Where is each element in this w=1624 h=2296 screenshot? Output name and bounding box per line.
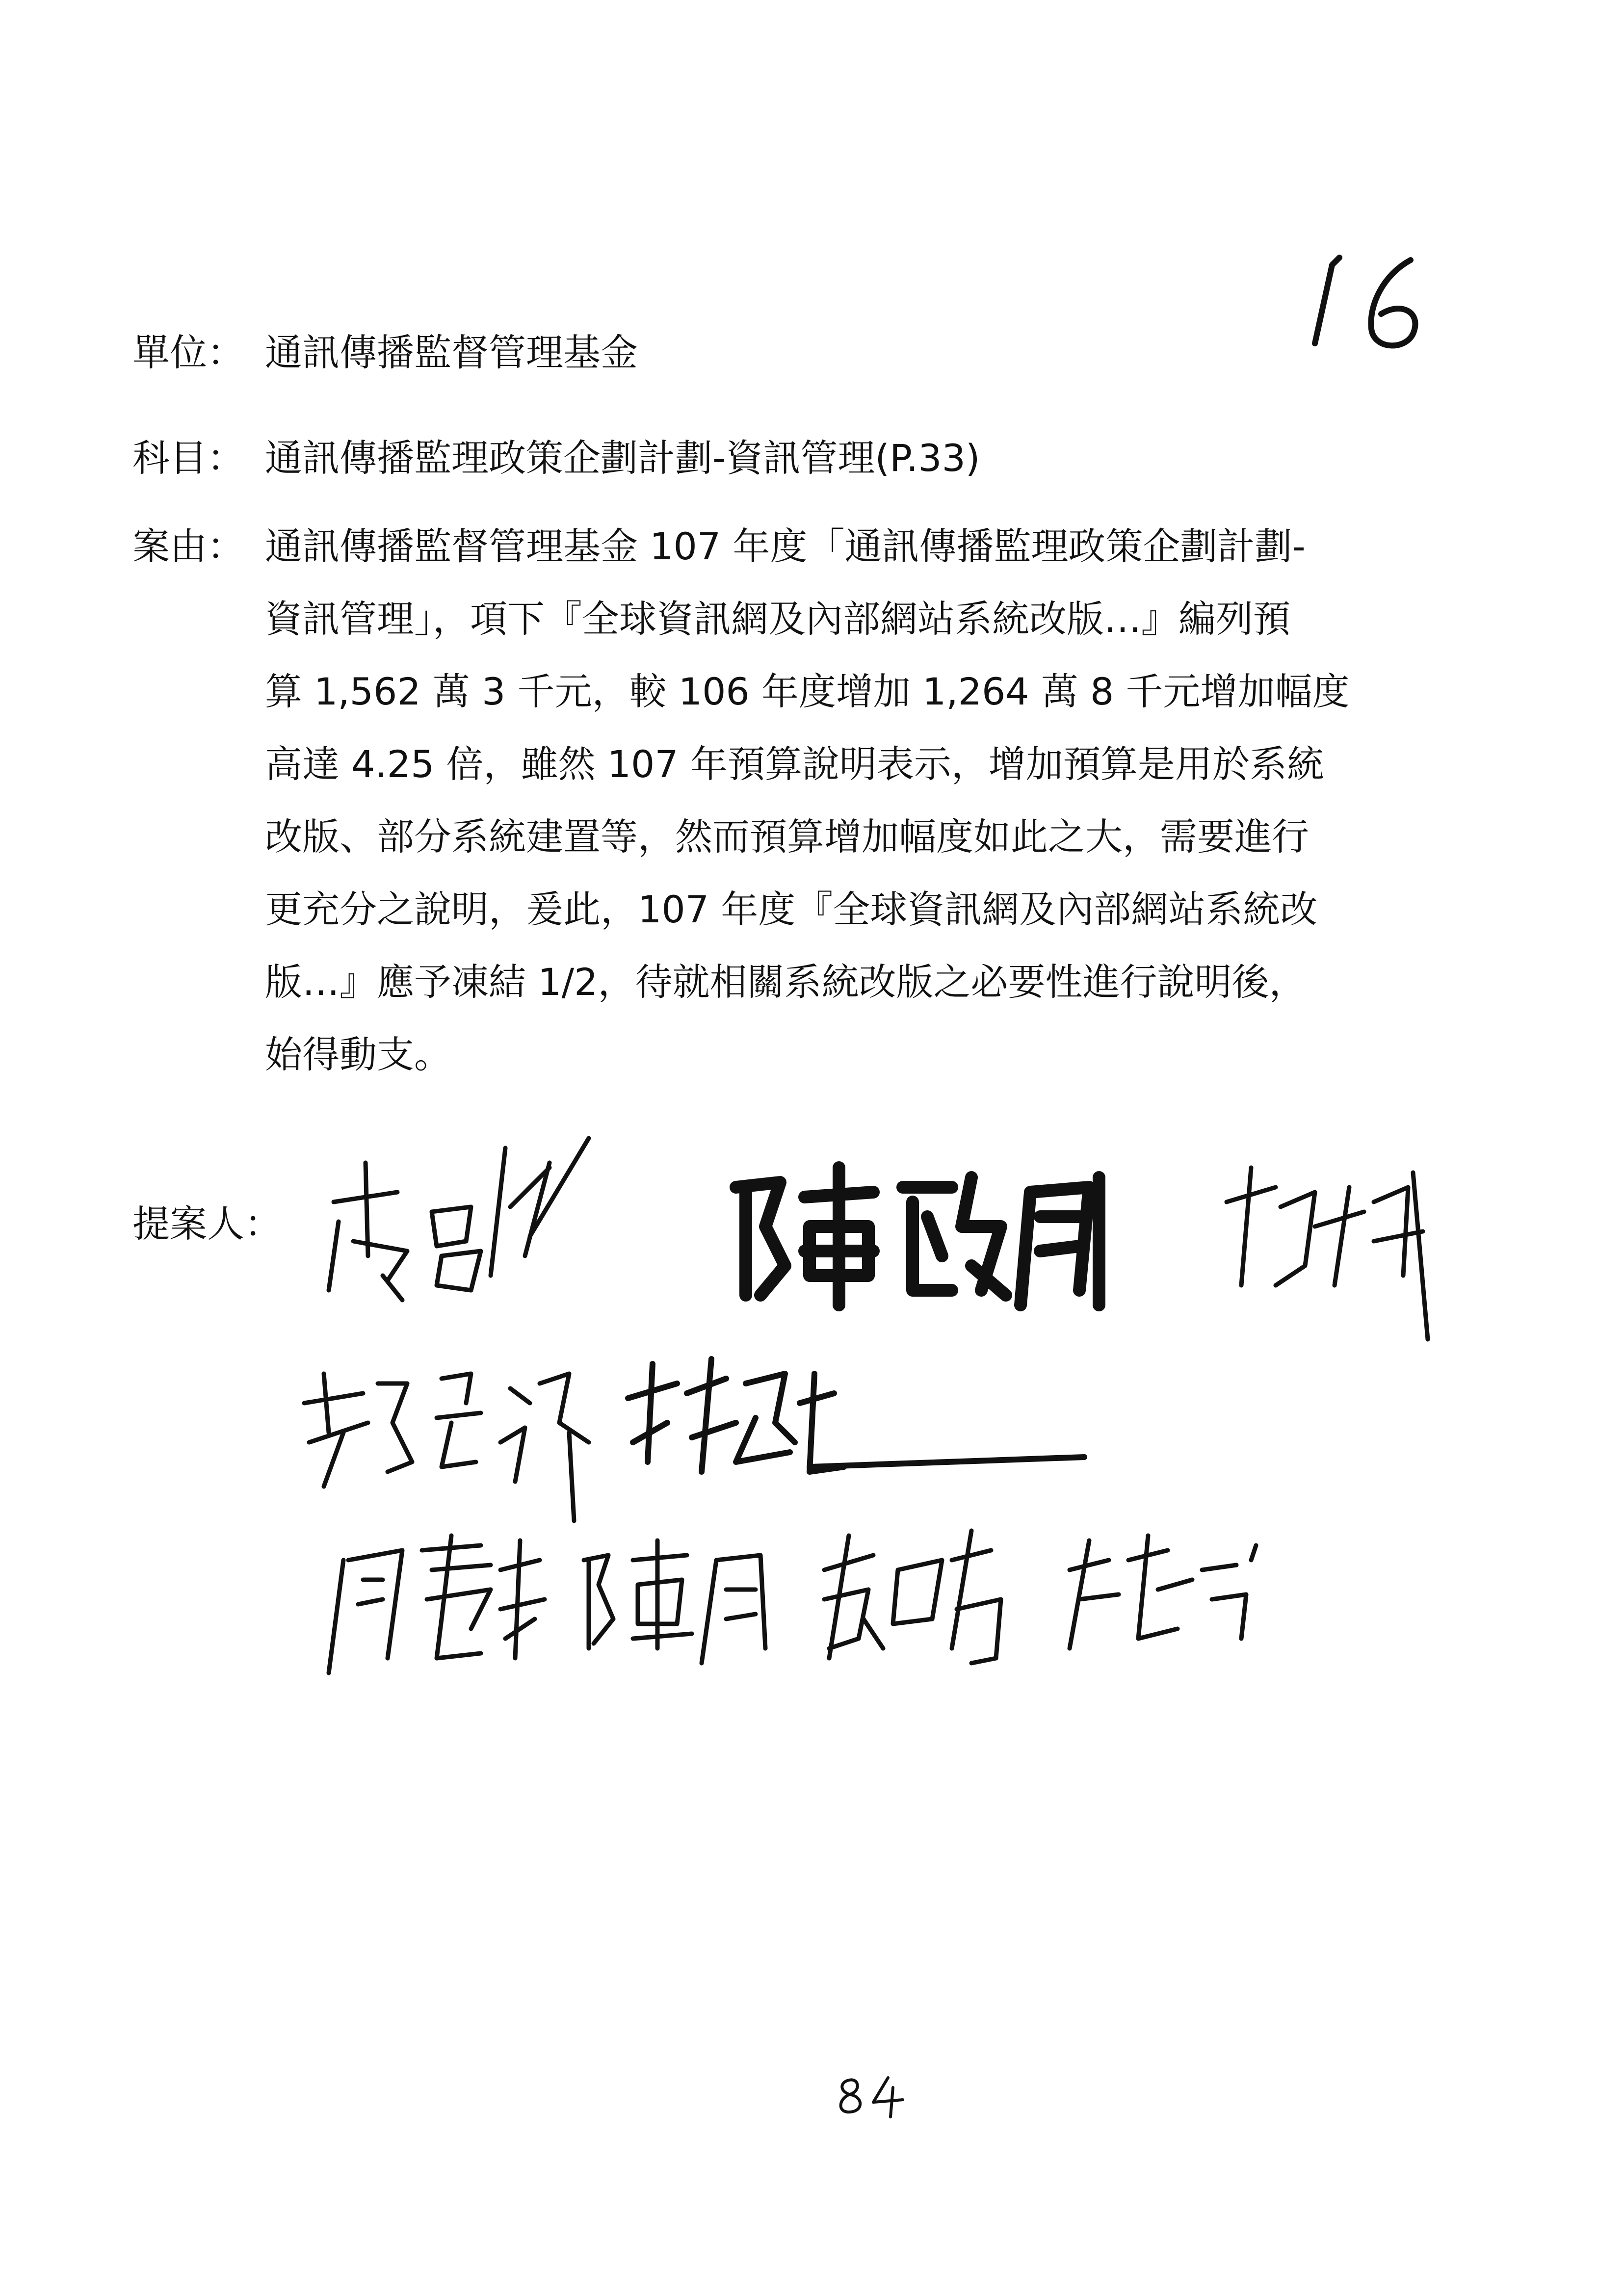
signature-block (294, 1128, 1595, 1766)
reason-line: 通訊傳播監督管理基金 107 年度「通訊傳播監理政策企劃計劃- (265, 524, 1306, 568)
signature-5 (628, 1359, 1084, 1472)
reason-line: 更充分之說明，爰此，107 年度『全球資訊網及內部網站系統改 (265, 887, 1318, 931)
reason-line: 版…』應予凍結 1/2，待就相關系統改版之必要性進行說明後， (265, 960, 1307, 1004)
signature-1 (329, 1138, 589, 1300)
reason-line: 高達 4.25 倍，雖然 107 年預算說明表示，增加預算是用於系統 (265, 742, 1324, 786)
reason-label: 案由： (132, 524, 244, 568)
reason-line: 資訊管理」，項下『全球資訊網及內部網站系統改版…』編列預 (265, 597, 1290, 641)
signature-4 (304, 1374, 589, 1521)
signature-9 (1070, 1536, 1256, 1648)
subject-field (132, 422, 980, 495)
unit-label: 單位： (132, 331, 244, 374)
unit-field (132, 316, 638, 389)
signature-3 (1227, 1168, 1428, 1339)
subject-label: 科目： (132, 436, 244, 480)
handwritten-number-16 (1285, 245, 1442, 358)
reason-line: 改版、部分系統建置等，然而預算增加幅度如此之大，需要進行 (265, 815, 1309, 859)
signature-2 (736, 1168, 1099, 1305)
reason-line: 始得動支。 (265, 1033, 451, 1076)
signature-8 (824, 1531, 1001, 1663)
handwritten-page-number (834, 2070, 913, 2119)
signature-6 (329, 1536, 545, 1673)
proposer-label: 提案人： (132, 1202, 282, 1246)
unit-value: 通訊傳播監督管理基金 (265, 331, 638, 374)
subject-value: 通訊傳播監理政策企劃計劃-資訊管理(P.33) (265, 436, 980, 480)
signature-7 (584, 1540, 765, 1663)
reason-line: 算 1,562 萬 3 千元，較 106 年度增加 1,264 萬 8 千元增加幅度 (265, 670, 1350, 713)
reason-body (265, 510, 1624, 1091)
